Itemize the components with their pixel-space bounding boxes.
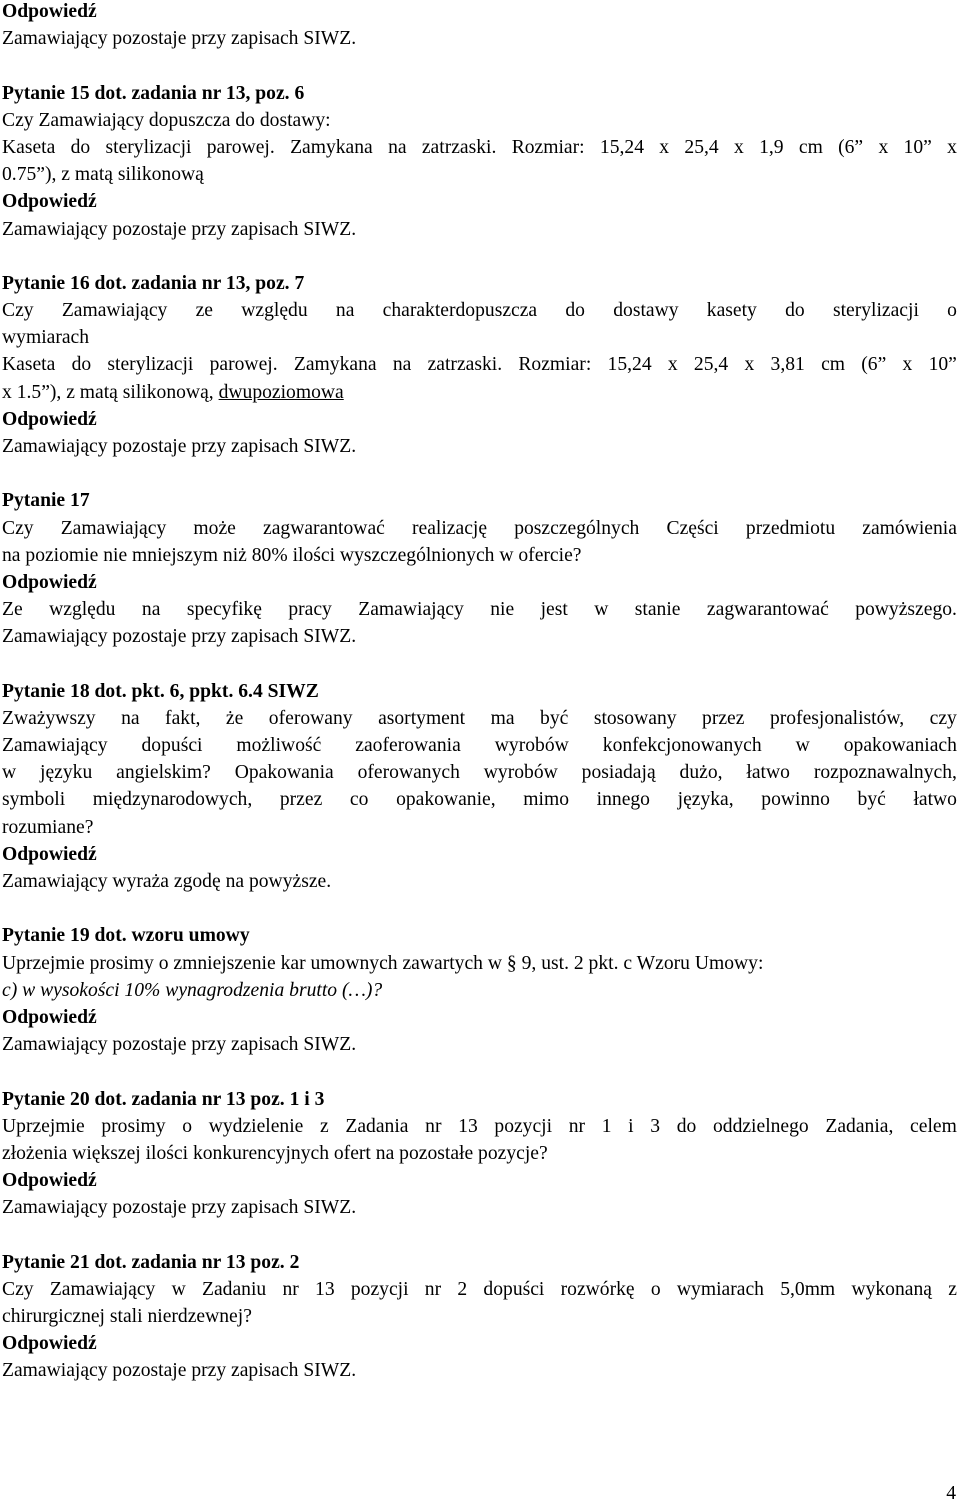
underlined-term: dwupoziomowa — [218, 381, 344, 403]
word: o — [650, 1278, 661, 1300]
word: Czy — [2, 517, 34, 539]
word: pracy — [288, 599, 332, 621]
word: parowej. — [206, 136, 275, 158]
question-18-text-line: rozumiane? — [2, 816, 94, 838]
word: Zamykana — [290, 136, 373, 158]
question-20-text-line — [2, 1113, 957, 1140]
word: 15,24 — [607, 354, 652, 376]
word: asortyment — [378, 707, 466, 729]
answer-text: Zamawiający wyraża zgodę na powyższe. — [2, 871, 332, 892]
word: Zamawiający — [61, 300, 168, 322]
word: na — [121, 707, 140, 729]
answer-text: Zamawiający pozostaje przy zapisach SIWZ. — [2, 1197, 357, 1219]
question-20-heading: Pytanie 20 dot. zadania nr 13 poz. 1 i 3 — [2, 1088, 325, 1110]
word: angielskim? — [116, 762, 211, 784]
word: powyższego. — [855, 599, 957, 621]
word: poszczególnych — [514, 517, 640, 539]
word: 25,4 — [684, 136, 719, 158]
word: opakowaniach — [843, 735, 957, 757]
word: charakterdopuszcza — [382, 300, 538, 322]
word: stanie — [634, 599, 681, 621]
question-16-text-line: wymiarach — [2, 327, 90, 349]
word: rozpoznawalnych, — [813, 762, 957, 784]
word: x — [733, 136, 744, 158]
word: x — [667, 354, 678, 376]
word: Zadania, — [825, 1115, 894, 1137]
word: wyrobów — [494, 735, 569, 757]
word: nr — [282, 1278, 299, 1300]
word: mimo — [523, 789, 570, 811]
answer-label: Odpowiedź — [2, 1, 97, 22]
word: możliwość — [236, 735, 322, 757]
question-16-text-line — [2, 351, 957, 378]
word: zagwarantować — [263, 517, 385, 539]
word: Zamawiający — [49, 1278, 156, 1300]
answer-text: Zamawiający pozostaje przy zapisach SIWZ. — [2, 1034, 357, 1056]
word: 15,24 — [599, 136, 644, 158]
answer-text-line — [2, 596, 957, 623]
word: Kaseta — [2, 354, 56, 376]
word: łatwo — [746, 762, 790, 784]
word: Zadania — [345, 1115, 409, 1137]
question-18-heading: Pytanie 18 dot. pkt. 6, ppkt. 6.4 SIWZ — [2, 680, 319, 702]
word: na — [335, 300, 355, 322]
word: ma — [490, 707, 515, 729]
word: do — [565, 300, 585, 322]
word: czy — [929, 707, 957, 729]
word: sterylizacji — [832, 300, 919, 322]
word: w — [171, 1278, 186, 1300]
page-number: 4 — [946, 1483, 956, 1504]
word: zatrzaski. — [427, 354, 503, 376]
word: o — [947, 300, 957, 322]
word: Rozmiar: — [518, 354, 592, 376]
word: innego — [596, 789, 650, 811]
question-16-heading: Pytanie 16 dot. zadania nr 13, poz. 7 — [2, 272, 305, 294]
word: specyfikę — [186, 599, 262, 621]
question-19-heading: Pytanie 19 dot. wzoru umowy — [2, 925, 250, 947]
word: przedmiotu — [745, 517, 836, 539]
answer-text: Zamawiający pozostaje przy zapisach SIWZ. — [2, 218, 357, 240]
word: x — [878, 136, 889, 158]
word: parowej. — [209, 354, 278, 376]
question-16-text: x 1.5”), z matą silikonową, — [2, 381, 219, 403]
word: celem — [910, 1115, 957, 1137]
answer-label: Odpowiedź — [2, 191, 97, 213]
word: Zamawiający — [358, 599, 464, 621]
word: Zadaniu — [202, 1278, 267, 1300]
word: 3,81 — [770, 354, 805, 376]
word: x — [744, 354, 755, 376]
word: i — [628, 1115, 634, 1137]
word: Kaseta — [2, 136, 56, 158]
question-16-text-line — [2, 379, 957, 406]
document-body — [2, 0, 957, 1385]
word: 2 — [457, 1278, 468, 1300]
word: jest — [540, 599, 568, 621]
question-17-text-line — [2, 515, 957, 542]
word: kasety — [706, 300, 757, 322]
word: rozwórkę — [560, 1278, 635, 1300]
question-16-text-line — [2, 297, 957, 324]
word: być — [540, 707, 569, 729]
question-15-heading: Pytanie 15 dot. zadania nr 13, poz. 6 — [2, 82, 305, 104]
word: ze — [195, 300, 213, 322]
word: realizację — [412, 517, 488, 539]
word: 3 — [650, 1115, 661, 1137]
word: Zważywszy — [2, 707, 96, 729]
answer-text: Zamawiający pozostaje przy zapisach SIWZ. — [2, 626, 357, 648]
word: dopuści — [483, 1278, 545, 1300]
word: zaoferowania — [355, 735, 461, 757]
word: w — [594, 599, 609, 621]
word: dostawy — [613, 300, 679, 322]
question-18-text-line — [2, 759, 957, 786]
answer-label: Odpowiedź — [2, 571, 97, 593]
word: Rozmiar: — [511, 136, 585, 158]
word: że — [225, 707, 244, 729]
word: nr — [568, 1115, 586, 1137]
word: x — [902, 354, 913, 376]
word: symboli — [2, 789, 66, 811]
word: Ze — [2, 599, 23, 621]
answer-label: Odpowiedź — [2, 1333, 97, 1355]
answer-text: Zamawiający pozostaje przy zapisach SIWZ. — [2, 28, 357, 50]
word: przez — [279, 789, 323, 811]
word: profesjonalistów, — [769, 707, 905, 729]
word: do — [785, 300, 805, 322]
word: języka, — [677, 789, 734, 811]
word: oferowany — [268, 707, 353, 729]
word: nr — [425, 1115, 442, 1137]
word: (6” — [838, 136, 864, 158]
word: wydzielenie — [208, 1115, 304, 1137]
answer-label: Odpowiedź — [2, 843, 97, 865]
word: powinno — [761, 789, 830, 811]
word: do — [71, 354, 92, 376]
question-20-text-line: złożenia większej ilości konkurencyjnych ofert na pozostałe pozycje? — [2, 1142, 548, 1164]
word: 10” — [928, 354, 957, 376]
word: 1,9 — [759, 136, 784, 158]
word: wymiarach — [676, 1278, 764, 1300]
answer-text: Zamawiający pozostaje przy zapisach SIWZ. — [2, 1360, 357, 1382]
word: posiadają — [581, 762, 656, 784]
word: cm — [821, 354, 845, 376]
word: Zamawiający — [2, 735, 108, 757]
word: sterylizacji — [107, 354, 194, 376]
word: zatrzaski. — [421, 136, 497, 158]
word: w — [795, 735, 810, 757]
word: stosowany — [593, 707, 677, 729]
word: nie — [490, 599, 515, 621]
quoted-clause: c) w wysokości 10% wynagrodzenia brutto (…)? — [2, 979, 383, 1001]
word: zagwarantować — [706, 599, 829, 621]
word: oddzielnego — [712, 1115, 809, 1137]
question-17-heading: Pytanie 17 — [2, 490, 90, 512]
question-17-text-line: na poziomie nie mniejszym niż 80% ilości wyszczególnionych w ofercie? — [2, 544, 582, 566]
word: Zamykana — [293, 354, 377, 376]
word: 10” — [903, 136, 932, 158]
word: języku — [40, 762, 93, 784]
word: do — [70, 136, 91, 158]
word: 25,4 — [693, 354, 729, 376]
word: konfekcjonowanych — [602, 735, 762, 757]
answer-text: Zamawiający pozostaje przy zapisach SIWZ. — [2, 436, 357, 457]
word: na — [392, 354, 412, 376]
word: być — [857, 789, 886, 811]
word: dużo, — [679, 762, 723, 784]
word: 5,0mm — [780, 1278, 836, 1300]
question-15-text-line: 0.75”), z matą silikonową — [2, 164, 204, 186]
word: na — [388, 136, 407, 158]
word: międzynarodowych, — [92, 789, 253, 811]
word: x — [947, 136, 957, 158]
word: o — [182, 1115, 193, 1137]
word: 1 — [601, 1115, 612, 1137]
word: wyrobów — [483, 762, 558, 784]
answer-label: Odpowiedź — [2, 1170, 97, 1192]
word: Zamawiający — [60, 517, 167, 539]
question-18-text-line — [2, 786, 957, 813]
word: do — [676, 1115, 697, 1137]
word: x — [659, 136, 670, 158]
word: 13 — [458, 1115, 478, 1137]
word: na — [141, 599, 161, 621]
question-18-text-line — [2, 732, 957, 759]
word: Czy — [2, 1278, 34, 1300]
word: może — [193, 517, 236, 539]
word: oferowanych — [357, 762, 460, 784]
word: względu — [49, 599, 116, 621]
word: opakowanie, — [396, 789, 496, 811]
answer-label: Odpowiedź — [2, 408, 97, 430]
question-21-text-line: chirurgicznej stali nierdzewnej? — [2, 1306, 252, 1327]
question-18-text-line — [2, 705, 957, 732]
word: wykonaną — [851, 1278, 932, 1300]
word: łatwo — [913, 789, 957, 811]
answer-label: Odpowiedź — [2, 1006, 97, 1028]
word: w — [2, 762, 17, 784]
word: przez — [702, 707, 745, 729]
word: prosimy — [101, 1115, 166, 1137]
word: co — [349, 789, 369, 811]
question-15-text-line: Czy Zamawiający dopuszcza do dostawy: — [2, 109, 331, 131]
word: 13 — [315, 1278, 335, 1300]
word: dopuści — [141, 735, 203, 757]
word: Części — [666, 517, 719, 539]
question-21-text-line — [2, 1276, 957, 1303]
word: nr — [424, 1278, 442, 1300]
word: fakt, — [165, 707, 201, 729]
question-21-heading: Pytanie 21 dot. zadania nr 13 poz. 2 — [2, 1251, 300, 1273]
word: Opakowania — [234, 762, 334, 784]
word: Czy — [2, 300, 34, 322]
word: pozycji — [350, 1278, 409, 1300]
word: pozycji — [494, 1115, 553, 1137]
word: względu — [241, 300, 308, 322]
word: sterylizacji — [105, 136, 192, 158]
word: z — [320, 1115, 329, 1137]
word: zamówienia — [862, 517, 957, 539]
word: z — [948, 1278, 957, 1300]
word: cm — [798, 136, 823, 158]
question-15-text-line — [2, 134, 957, 161]
question-19-text-line: Uprzejmie prosimy o zmniejszenie kar umownych zawartych w § 9, ust. 2 pkt. c Wzoru Umowy: — [2, 952, 764, 974]
word: Uprzejmie — [2, 1115, 85, 1137]
word: (6” — [861, 354, 887, 376]
